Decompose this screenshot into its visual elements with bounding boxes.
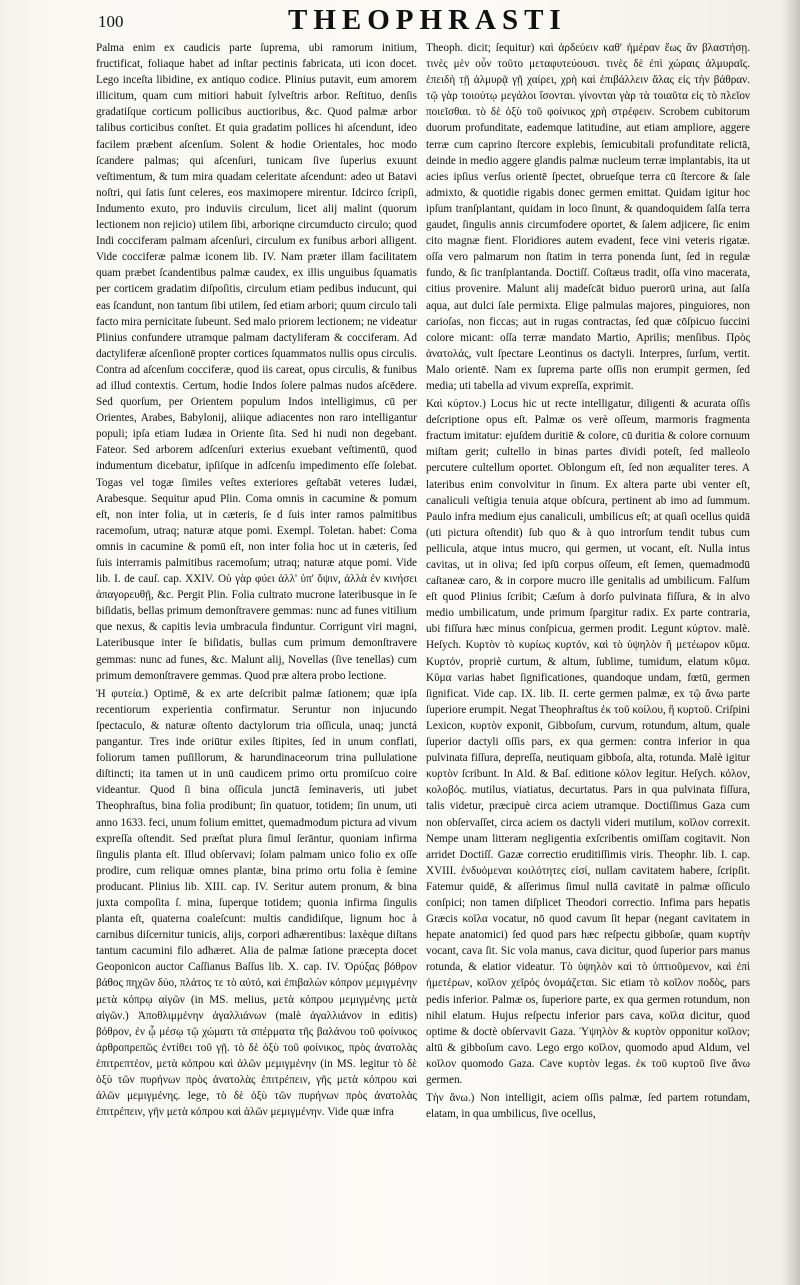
right-paragraph: Τὴν ἄνω.) Non intelligit, aciem oſſis palmæ, ſed partem rotundam, elatam, in qua umbilicus, ſive ocellus, [426,1092,750,1121]
running-head: THEOPHRASTI [288,4,567,36]
left-paragraph: Ἡ φυτεία.) Optimē, & ex arte deſcribit palmæ ſationem; quæ ipſa recentiorum experientia confirmatur. Seruntur non injucundo ſpectaculo, & naturæ oſtento dactylorum tria oſſicula, unaq; junctá pangantur. Tres inde oriūtur exiles ſtipites, ſed in unum conflati, foliorum tamen puſillorum, & harundinaceorum trina pullulatione diſtincti; ita tamen ut in unū caudicem primo ortu promiſcuo coire videantur. Quod ſi bina oſſicula junctā ſeminaveris, uti jubet Theophraſtus, bina folia prodibunt; ſin quatuor, totidem; ſin unum, uti anno 1633. feci, unum folium emittet, quemadmodum pictura ad vivum expreſſa oſtendit. Sed præſtat plura ſimul ſerāntur, quoniam infirma ſingulis planta eſt. Illud obſervavi; ſolam palmam unico folio ex oſſe prodire, cum reliquæ omnes plantæ, bina primo ortu folia è ſemine producant. Plinius lib. XIII. cap. IV. Seritur autem pronum, & bina juxta compoſita ſ. mina, ſuperque totidem; quonia infirma ſingulis planta eſt, quaterna coaleſcunt: multis candidiſque, lignum hoc à carnibus diſcernitur tunicis, alijs, corpori adhærentibus: laxèque diſtans tantum cacumini filo adhæret. Alia de palmæ ſatione præcepta docet Geoponicon auctor Caſſianus Baſſus lib. X. cap. IV. Ὀρύξας βόθρον βάθος πηχῶν δύο, πλάτος τε τὸ αὐτό, καὶ ἐπιβαλὼν κόπρον μεμιγμένην μετὰ κόπρῳ αἰγῶν (in MS. melius, μετὰ κόπρου μεμιγμένης μετὰ αἰγῶν.) Ἀποθλιμμένην ἀγαλλιάνων (malè ἀγαλλιάνον in editis) βόθρον, ἐν ᾧ μέσῳ τῷ χώματι τὰ σπέρματα τῆς βαλάνου τοῦ φοίνικος ἀρθροπρεπῶς ἐντίθει τοῦ γῇ. τὸ δὲ ὀξὺ τοῦ φοίνικος, πρὸς ἀνατολὰς ἐπιτρεπτέον, μετὰ κόπρου καὶ ἁλῶν μεμιγμένην (in MS. legitur τὸ δὲ ὀξὺ τῶν πυρήνων πρὸς ἀνατολὰς ἐπιτρέπειν, γῆς μετὰ κόπρου καὶ ἁλῶν μεμιγμένης. lege, τὸ δὲ ὀξὺ τῶν πυρήνων πρὸς ἀνατολὰς ἐπιτρέπειν, γῆν μετὰ κόπρου καὶ ἁλῶν μεμιγμένην. Vide quæ infra [96,687,417,1119]
right-column [426,40,750,1280]
right-paragraph: Theoph. dicit; ſequitur) καὶ ἀρδεύειν καθ' ἡμέραν ἕως ἂν βλαστήσῃ. τινὲς μὲν οὖν τοῦτο μεταφυτεύουσι. τινὲς δὲ ἐπὶ χώραις ἀλμυραῖς. ἐπειδὴ τῇ ἀλμυρᾷ γῇ χαίρει, χρὴ καὶ ἐπιβάλλειν ἅλας εἰς τὴν βάθραν. τῷ γὰρ τοιούτῳ μεγάλοι ἴσονται. γίνονται γὰρ τὰ τοιαῦτα εἰς τὸ πλεῖον ποιεῖσθαι. τὸ δὲ ὀξὺ τοῦ φοίνικος χρὴ στρέφειν. Scrobem cubitorum duorum profunditate, eademque latitudine, aut etiam ampliore, aggere terræ cum caprino ſtercore explebis, ſemicubitali profunditate relictā, deinde in medio aggere glandis palmæ nucleum terræ implantabis, ita ut acies ipſius verſus orientē ſpectet, obrueſque terra cū ſtercore & ſale admixto, & quotidie rigabis donec germen emittat. Quidam igitur hoc ipſum tranſplantant, quidam in loco ſinunt, & quandoquidem ſalſa terra gaudet, ſingulis annis circumfodere oportet, & ſalem adjicere, ſic enim cito magnæ fient. Floridiores autem evadent, fece vini veteris rigatæ. oſſa vero palmarum non ſtatim in terra ponenda ſunt, ſed in regulæ fundo, & ſic tranſplantanda. Doctiſſ. Coſtæus tradit, oſſa vino macerata, citius provenire. Malunt alij madeſcāt biduo puerorū urina, aut ſalſa aqua, aut dulci ſale permixta. Elige palmulas majores, pinguiores, non carioſas, non ficcas; aut in rugas contractas, ſed quæ cōſpicuo ſuccini colore micant: oſſa terræ mandato Martio, Aprilis; menſibus. Πρὸς ἀνατολάς, vult ſpectare Leontinus os dactyli. Interpres, ſurſum, vertit. Malo orientē. Nam ex ſuprema parte oſſis non erumpit germen, ſed media; uti tabella ad vivum expreſſa, exprimit. [426,42,750,392]
page-number: 100 [98,12,124,31]
page-header [96,4,776,38]
left-paragraph: Palma enim ex caudicis parte ſuprema, ubi ramorum initium, fructificat, foliaque habet ad inſtar pectinis fabricata, uti icon docet. Lego inceſta libidine, ex antiquo codice. Plinius putavit, eum amorem illicitum, quam cum mitiori habuit ſylveſtris arbor. Reſtituo, denſis gradatiſque corticum pollicibus auctioribus, &c. Quod palmæ arbor talibus corticibus conſtet. Et quia gradatim pollices hi aſcendunt, ideo facilem præbent aſcenſum. Solent & hodie Orientales, hoc modo ſcandere palmas; qui aſcenſuri, tunicam ſive ſuperius exuunt veſtimentum, & tum mira quadam celeritate aſcendunt: adeo ut Batavi noſtri, qui ſatis ſunt celeres, eos maximopere mirentur. Idcirco ſcripſi, Indumento exuto, pro induviis circulum, licet alij malint (quorum lectionem non rejicio) utilem ſibi, arboriqne circumducto circulo; quod Indi cocciferam palmam aſcenſuri, circulum ex funibus arbori alligent. Vide cocciferæ palmæ iconem lib. IV. Nam præter illam facilitatem quam præbet ſcandentibus palmæ caudex, ex illis unguibus ſquamatis per corticem gradatim diſpoſitis, circulum etiam pedibus inducunt, qui eas ſcandunt, non tantum ſibi utilem, ſed etiam arbori; quum circulo tali facto mira pernicitate ſubeunt. Sed malo priorem lectionem; ne videatur Plinius confundere utramque palmam dactyliferam & cocciferam. Ad dactyliferæ aſcenſionē propter cortices ſquammatos nullis opus circulis. Contra ad aſcenſum cocciferæ, quod iis careat, opus circulis, & funibus ad illud contextis. Certum, hodie Indos ſolere palmas nudos aſcēdere. Sed quorſum, per Orientem populum Indos intelligimus, cū per Orientes, Arabes, Babylonij, aliique adiacentes non raro intelligantur populi; ipſa etiam Iudæa in Oriente ſita. Sed hi nudi non degebant. Fateor. Sed arborem adſcenſuri exterius exuebant veſtimentū, quod indumentum dicebatur, ipſiſque in adſcenſu impedimento eſſe ſolebat. Togas vel togæ ſimiles veſtes exteriores geſtabāt veteres Iudæi, Arabesque. Sequitur apud Plin. Coma omnis in cacumine & pomum eſt, non inter folia, ut in cæteris, ſe d ſuis inter ramos palmitibus racemoſum, utraq; naturæ atque pomi. Exempl. Toletan. habet: Coma omnis in cacumine & pomū eſt, non inter folia hoc ut in cæteris, ſed ſuis interramis palmitibus racemoſum; utraq; naturæ atque pomi. Vide lib. I. de cauſ. cap. XXIV. Οὐ γὰρ φύει ἀλλ' ὑπ' ὄψιν, ἀλλὰ ἐν κινήσει ἀπαγορευθῇ, &c. Pergit Plin. Folia cultrato mucrone lateribusque in ſe biſidatis, bellas primum demonſtravere gemmas: nunc ad funes vitilium que nexus, & capitis levia umbracula finduntur. Corrigunt viri magni, Lateribusque inter ſe biſidatis, bullas cum primum demonſtravere gemmas: nunc ad funes, &c. Malunt alij, Novellas (ſive tenellas) cum primum demonſtravere gemmas. Quod præ altera probo lectione. [96,42,417,682]
right-paragraph: Καὶ κύρτον.) Locus hic ut recte intelligatur, diligenti & acurata oſſis deſcriptione opus eſt. Palmæ os verè oſſeum, marmoris fragmenta fractum imitatur: ejuſdem duritiē & colore, cū duritia & colore cornuum miſtam gerit; cultello in binas partes dividi poteſt, ſed malleolo percutere cultellum oportet. Oblongum eſt, ſed non æqualiter teres. A lateribus enim convolvitur in ſinum. Ex altera parte ubi venter eſt, canaliculi veſtigia tenuia atque obſcura, pertinent ab imo ad ſummum. Paulo infra medium ejus canaliculi, umbilicus eſt; at quaſi ocellus quidā (uti pictura oſtendit) ſub quo & à quo introrſum tendit tubus cum pellicula, atque intus mucro, qui germen, ut vocant, eſt. Nulla intus cavitas, ut in oliva; ſed ipſū corpus oſſeum, eſt ſemen, quemadmodū caſtaneæ caro, & in corpore mucro ille genitalis ad umbilicum. Falſum eſt quod Plinius ſcribit; Cæſum à dorſo pulvinata fiſſura, & in alvo medio umbilicatum, unde primum ſpargitur radix. Ex parte contraria, ubi fiſſura hæc minus conſpicua, germen prodit. Legunt κύρτον. malè. Heſych. Κυρτὸν τὸ κυρίως κυρτόν, καὶ τὸ ὑψηλὸν ἢ μετέωρον κῦμα. Κυρτόν, propriè curtum, & altum, ſublime, tumidum, elatum κῦμα. Κῦμα varias habet ſignificationes, quandoque undam, fœtū, germen ſignificat. Vide cap. IX. lib. II. certe germen palmæ, ex τῷ ἄνω parte ſuperiore erumpit. Negat Theophraſtus ἐκ τοῦ κοίλου, ἢ κυρτοῦ. Criſpini Lexicon, κυρτὸν exponit, Gibboſum, curvum, rotundum, altum, quale ſuperior dactyli oſſis pars, ex qua germen: contra inferior in qua pulvinata fiſſura, depreſſa, neutiquam gibboſa, alta, rotunda. Malè igitur κυρτὸν ſcribunt. In Ald. & Baſ. editione κόλον legitur. Heſych. κόλον, κολοβός. mutilus, viatiatus, decurtatus. Pars in qua pulvinata fiſſura, talis videtur, præcipuè circa aciem utramque. Doctiſſimus Gaza cum non obſervaſſet, circa aciem os dactyli videri mutilum, κοῖλον correxit. Nempe unam litteram negligentia exſcribentis omiſſam cogitavit. Non arridet Doctiſſ. Gazæ correctio eruditiſſimis viris. Theophr. lib. I. cap. XVIII. ἐνδυόμεναι κοιλότητες εἰσί, nullam cavitatem habere, ſcripſit. Fatemur quidē, & aſſerimus ſimul nullā cavitatē in palmæ oſſiculo conſpici; non tamen diſplicet Theodori correctio. Infima pars hepatis Græcis κοῖλα vocatur, nō quod cavum ſit hepar (negant cavitatem in hepate anatomici) ſed quod pars hæc reſpectu gibboſæ, quam κυρτὴν vocant, cava ſit. Sic vola manus, cava dicitur, quod ſuperior pars manus rotunda, & elatior videatur. Τὸ ὑψηλὸν καὶ τὸ ὑπτιοῦμενον, καὶ ἐπὶ ἡμετέρων, κοῖλον χεῖρός ὀνομάζεται. Sic etiam τὸ κοῖλον ποδὸς, pars pedis inferior. Palmæ os, ſuperiore parte, ex qua germen rotundum, non nihil elatum. Hujus reſpectu inferior pars cava, κοῖλα dicitur, quod optime & doctè obſervavit Gaza. Ὑψηλὸν & κυρτὸν opponitur κοῖλον; altū & gibboſum cavo. Lego ergo κοῖλον, quomodo apud Aldum, vel κοῖλον quomodo Gaza. Cave κυρτὸν legas. ἐκ τοῦ κυρτοῦ ſive ἄνω germen. [426,398,750,1086]
left-column [96,40,417,1280]
page-edge-shadow [782,0,800,1285]
